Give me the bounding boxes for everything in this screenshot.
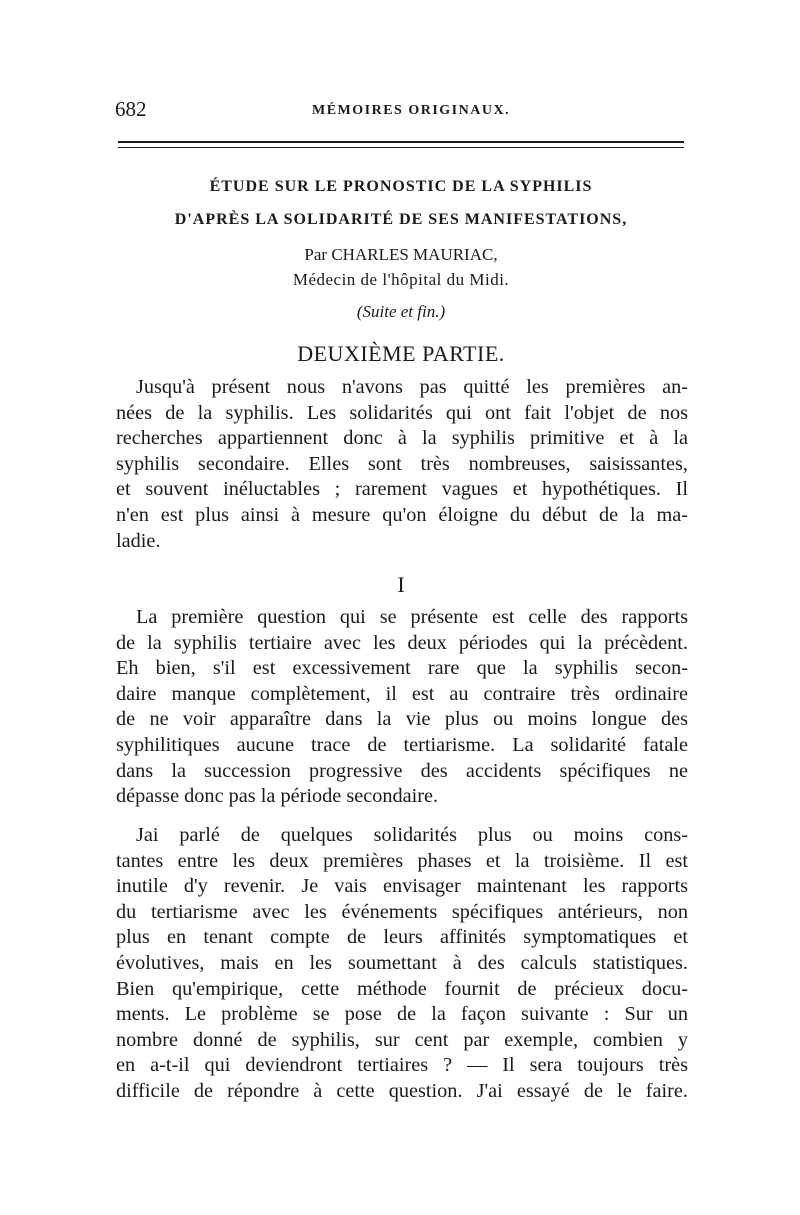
running-head: MÉMOIRES ORIGINAUX. xyxy=(312,103,511,118)
header-rule-thick xyxy=(118,141,684,143)
text-line: La première question qui se présente est celle des rapports xyxy=(136,606,688,628)
article-title-line-2: D'APRÈS LA SOLIDARITÉ DE SES MANIFESTATIONS, xyxy=(174,211,628,228)
text-line: du tertiarisme avec les événements spécifiques antérieurs, non xyxy=(116,900,688,923)
text-line: de la syphilis tertiaire avec les deux périodes qui la précèdent. xyxy=(116,631,688,654)
text-line: recherches appartiennent donc à la syphilis primitive et à la xyxy=(116,427,688,450)
text-line: syphilis secondaire. Elles sont très nombreuses, saisissantes, xyxy=(116,452,688,475)
text-line: syphilitiques aucune trace de tertiarisme. La solidarité fatale xyxy=(116,733,688,756)
text-line: daire manque complètement, il est au contraire très ordinaire xyxy=(116,682,688,705)
paragraph-2 xyxy=(116,605,688,810)
text-line: Jusqu'à présent nous n'avons pas quitté les premières an- xyxy=(136,376,688,398)
text-line: Eh bien, s'il est excessivement rare que la syphilis secon- xyxy=(116,657,688,680)
text-line: inutile d'y revenir. Je vais envisager maintenant les rapports xyxy=(116,875,688,898)
part-title: DEUXIÈME PARTIE. xyxy=(297,341,505,366)
text-line: et souvent inéluctables ; rarement vagues et hypothétiques. Il xyxy=(116,478,688,501)
author-affiliation: Médecin de l'hôpital du Midi. xyxy=(292,270,510,289)
text-line: en a-t-il qui deviendront tertiaires ? — Il sera toujours très xyxy=(116,1054,688,1077)
author-byline: Par CHARLES MAURIAC, xyxy=(304,245,498,264)
text-line: tantes entre les deux premières phases et la troisième. Il est xyxy=(116,849,688,872)
text-line: n'en est plus ainsi à mesure qu'on éloigne du début de la ma- xyxy=(116,503,688,526)
text-line: nées de la syphilis. Les solidarités qui ont fait l'objet de nos xyxy=(116,401,688,424)
article-title-line-1: ÉTUDE SUR LE PRONOSTIC DE LA SYPHILIS xyxy=(209,178,593,195)
text-line: ments. Le problème se pose de la façon suivante : Sur un xyxy=(116,1003,688,1026)
text-line: difficile de répondre à cette question. J'ai essayé de le faire. xyxy=(116,1079,688,1102)
paragraph-3 xyxy=(116,823,688,1105)
paragraph-1 xyxy=(116,375,688,554)
text-line: Jai parlé de quelques solidarités plus ou moins cons- xyxy=(136,824,688,846)
text-line: plus en tenant compte de leurs affinités symptomatiques et xyxy=(116,926,688,949)
text-line: nombre donné de syphilis, sur cent par exemple, combien y xyxy=(116,1028,688,1051)
section-number: I xyxy=(397,572,405,597)
page-number: 682 xyxy=(115,97,147,121)
text-line: ladie. xyxy=(116,529,161,552)
text-line: dépasse donc pas la période secondaire. xyxy=(116,785,439,808)
text-line: dans la succession progressive des accidents spécifiques ne xyxy=(116,759,688,782)
text-line: de ne voir apparaître dans la vie plus ou moins longue des xyxy=(116,708,688,731)
continuation-note: (Suite et fin.) xyxy=(356,302,446,321)
header-rule-thin xyxy=(118,147,684,148)
text-line: Bien qu'empirique, cette méthode fournit de précieux docu- xyxy=(116,977,688,1000)
text-line: évolutives, mais en les soumettant à des calculs statistiques. xyxy=(116,951,688,974)
